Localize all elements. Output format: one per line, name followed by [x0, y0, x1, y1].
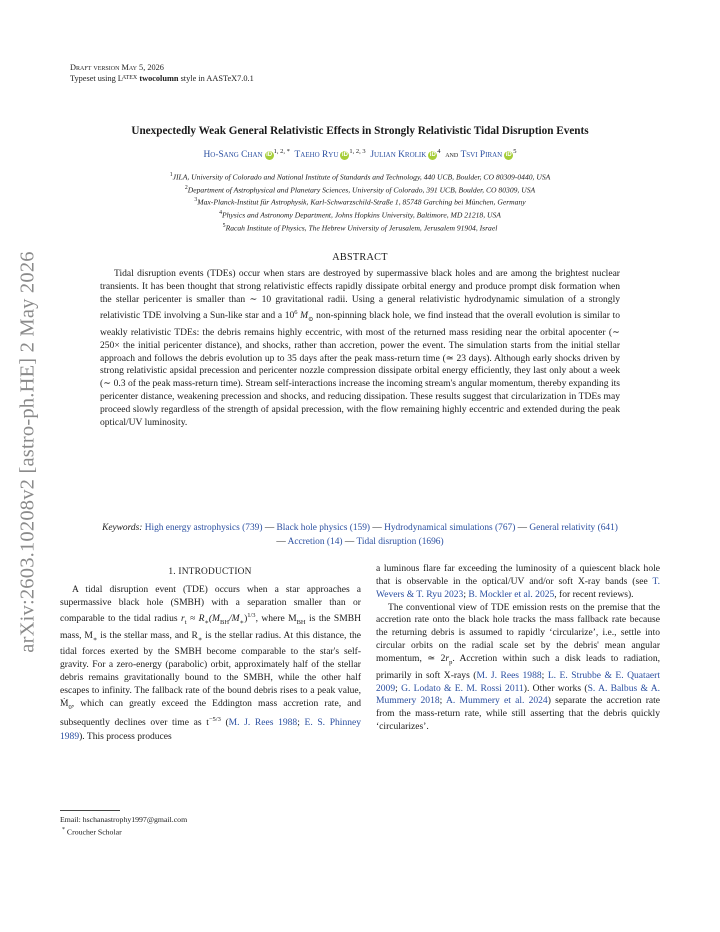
draft-header — [70, 62, 254, 84]
section-heading-introduction: 1. INTRODUCTION — [168, 567, 252, 577]
affiliation: $^4$Physics and Astronomy Department, Johns Hopkins University, Baltimore, MD 21218, USA — [219, 209, 501, 220]
abstract-body: Tidal disruption events (TDEs) occur when stars are destroyed by supermassive black holes and are among the brightest nuclear transients. It has been thought that strong relativistic effects rapidly dissipate orbital energy and produce prompt disk formation when the stellar pericenter is smaller than ∼ 10 gravitational radii. Using a general relativistic hydrodynamic simulation of a strongly relativistic TDE involving a Sun-like star and a $10^6$ $M_⊙$ non-spinning black hole, we find instead that the overall evolution is similar to weakly relativistic TDEs: the debris remains highly eccentric, with most of the returned mass residing near the orbital apocenter (∼ 250× the initial pericenter distance), and shocks, rather than accretion, power the event. The simulation starts from the initial stellar approach and follows the debris evolution up to 35 days after the peak mass-return time (≃ 23 days). Although early shocks driven by strong relativistic apsidal precession and pericenter nozzle compression dissipate orbital energy efficiently, they last only about a week (∼ 0.3 of the peak mass-return time). Stream self-interactions increase the incoming stream's angular momentum, thereby expanding its pericenter distance, weakening precession and shocks, and reducing dissipation. These results suggest that circularization in TDEs may proceed slowly regardless of the strength of apsidal precession, with the flow remaining highly eccentric and extended during the peak optical/UV luminosity. — [100, 268, 620, 429]
citation-link[interactable]: B. Mockler et al. 2025 — [468, 588, 555, 600]
citation-link[interactable]: M. J. Rees 1988 — [228, 717, 298, 729]
keyword-link[interactable]: General relativity (641) — [529, 523, 618, 533]
intro-paragraph-1-continued: a luminous flare far exceeding the luminosity of a quiescent black hole that is observable in the optical/UV and/or soft X-ray bands (see T. Wevers & T. Ryu 2023; B. Mockler et al. 2025, for recent reviews). — [376, 563, 660, 600]
orcid-icon[interactable]: iD — [266, 152, 273, 159]
citation-link[interactable]: S. A. Balbus & A. Mummery 2018 — [376, 682, 660, 707]
keywords-label: Keywords: — [102, 523, 143, 533]
abstract-heading: ABSTRACT — [332, 252, 388, 263]
keyword-link[interactable]: High energy astrophysics (739) — [144, 523, 263, 533]
author-name[interactable]: Ho-Sang Chan — [203, 150, 263, 161]
affiliations — [60, 170, 660, 233]
footnote-scholar: * Croucher Scholar — [61, 827, 122, 837]
citation-link[interactable]: G. Lodato & E. M. Rossi 2011 — [401, 682, 524, 694]
citation-link[interactable]: M. J. Rees 1988 — [476, 669, 542, 681]
affiliation: $^3$Max-Planck-Institut für Astrophysik, Karl-Schwarzschild-Straße 1, 85748 Garching bei München, Germany — [194, 197, 526, 207]
affiliation: $^5$Racah Institute of Physics, The Hebrew University of Jerusalem, Jerusalem 91904, Israel — [222, 222, 498, 233]
keywords-block: Keywords: High energy astrophysics (739) — Black hole physics (159) — Hydrodynamical simulations (767) — General relativity (641) — Accretion (14) — Tidal disruption (1696) — [102, 523, 618, 548]
draft-version-line: Draft version May 5, 2026 — [70, 63, 164, 72]
keyword-link[interactable]: Accretion (14) — [287, 537, 343, 548]
paper-title: Unexpectedly Weak General Relativistic Effects in Strongly Relativistic Tidal Disruption Events — [131, 125, 589, 137]
affiliation: $^2$Department of Astrophysical and Planetary Sciences, University of Colorado, 391 UCB, Boulder, CO 80309, USA — [184, 184, 536, 195]
arxiv-identifier-stamp — [0, 232, 56, 672]
author-name[interactable]: Julian Krolik — [370, 150, 427, 161]
author-name[interactable]: Taeho Ryu — [294, 150, 339, 161]
keyword-link[interactable]: Black hole physics (159) — [276, 523, 371, 533]
orcid-icon[interactable]: iD — [505, 152, 512, 159]
footnotes — [60, 814, 187, 838]
citation-link[interactable]: E. S. Phinney 1989 — [60, 717, 361, 742]
footnote-rule — [60, 810, 120, 811]
arxiv-id-text: arXiv:2603.10208v2 [astro-ph.HE] 2 May 2026 — [16, 251, 39, 653]
citation-link[interactable]: A. Mummery et al. 2024 — [445, 695, 548, 707]
keyword-link[interactable]: Hydrodynamical simulations (767) — [384, 523, 516, 533]
typeset-line: Typeset using $L^{ATEX}$ twocolumn style in AASTeX7.0.1 — [70, 74, 254, 83]
orcid-icon[interactable]: iD — [341, 152, 348, 159]
keyword-link[interactable]: Tidal disruption (1696) — [356, 537, 444, 548]
intro-paragraph-1: A tidal disruption event (TDE) occurs when a star approaches a supermassive black hole (SMBH) with a separation smaller than or comparable to the tidal radius $r_t \approx R_∗(M_{BH}/M_∗)^{1/3}$, where $M_{BH}$ is the SMBH mass, $M_∗$ is the stellar mass, and $R_∗$ is the stellar radius. At this distance, the tidal forces exerted by the SMBH become comparable to the star's self-gravity. For a zero-energy (parabolic) orbit, approximately half of the stellar debris remains gravitationally bound to the SMBH, while the other half escapes to infinity. The fallback rate of the bound debris rises to a peak value, Ṁ$_0$, which can greatly exceed the Eddington mass accretion rate, and subsequently declines over time as $t^{-5/3}$ (M. J. Rees 1988; E. S. Phinney 1989). This process produces — [60, 584, 362, 742]
citation-link[interactable]: L. E. Strubbe & E. Quataert 2009 — [376, 669, 661, 694]
intro-paragraph-2: The conventional view of TDE emission rests on the premise that the accretion rate onto the black hole tracks the mass fallback rate because the returning debris is assumed to rapidly ‘circularize’, i.e., settle into circular orbits on the radial scale set by the debris' mean angular momentum, ≃ $2r_p$. Accretion within such a disk leads to radiation, primarily in soft X-rays (M. J. Rees 1988; L. E. Strubbe & E. Quataert 2009; G. Lodato & E. M. Rossi 2011). Other works (S. A. Balbus & A. Mummery 2018; A. Mummery et al. 2024) separate the accretion rate from the mass-return rate, while still asserting that the debris quickly ‘circularizes’. — [376, 601, 661, 733]
affiliation: $^1$JILA, University of Colorado and National Institute of Standards and Technology, 440 UCB, Boulder, CO 80309-0440, USA — [169, 172, 551, 182]
intro-right-column — [376, 563, 660, 734]
orcid-icon[interactable]: iD — [429, 152, 436, 159]
author-name[interactable]: Tsvi Piran — [460, 150, 503, 161]
author-list: Ho-Sang Chan $iD^{1, 2, *}$ Taeho Ryu iD$^{1, 2, 3}$ Julian Krolik $iD^4$ and Tsvi Piran $iD^5$ — [203, 148, 517, 161]
footnote-email: Email: hschanastrophy1997@gmail.com — [60, 815, 188, 824]
citation-link[interactable]: T. Wevers & T. Ryu 2023 — [376, 575, 660, 600]
